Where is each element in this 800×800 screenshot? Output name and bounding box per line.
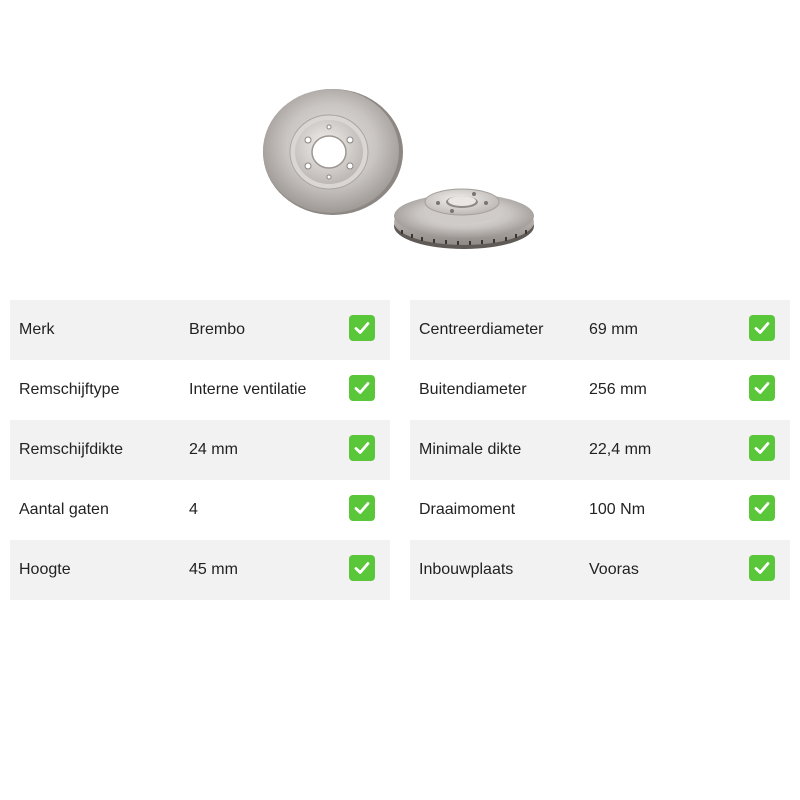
spec-value: 22,4 mm xyxy=(589,441,652,458)
spec-label: Merk xyxy=(19,321,55,338)
spec-row-inbouwplaats xyxy=(410,540,790,600)
spec-label: Hoogte xyxy=(19,561,71,578)
brake-disc-front-view xyxy=(263,89,403,215)
spec-row-aantal-gaten xyxy=(10,480,390,540)
spec-label: Inbouwplaats xyxy=(419,561,514,578)
brake-disc-pair-icon xyxy=(190,80,610,280)
spec-row-hoogte xyxy=(10,540,390,600)
spec-value: 256 mm xyxy=(589,381,647,398)
check-mark-icon xyxy=(349,495,375,521)
spec-label: Centreerdiameter xyxy=(419,321,544,338)
brake-disc-side-view xyxy=(394,189,534,249)
spec-label: Aantal gaten xyxy=(19,501,109,518)
spec-row-centreerdiameter xyxy=(410,300,790,360)
spec-value: 4 xyxy=(189,501,198,518)
spec-table-left xyxy=(10,300,390,600)
spec-row-draaimoment xyxy=(410,480,790,540)
spec-table-right xyxy=(410,300,790,600)
spec-value: 24 mm xyxy=(189,441,238,458)
product-image xyxy=(190,80,610,280)
check-mark-icon xyxy=(749,435,775,461)
check-mark-icon xyxy=(749,495,775,521)
check-mark-icon xyxy=(349,375,375,401)
spec-label: Minimale dikte xyxy=(419,441,522,458)
spec-value: 69 mm xyxy=(589,321,638,338)
spec-value: 45 mm xyxy=(189,561,238,578)
check-mark-icon xyxy=(349,435,375,461)
check-mark-icon xyxy=(349,315,375,341)
check-mark-icon xyxy=(749,375,775,401)
spec-label: Draaimoment xyxy=(419,501,516,518)
spec-value: Vooras xyxy=(589,561,639,578)
spec-label: Remschijftype xyxy=(19,381,120,398)
spec-value: 100 Nm xyxy=(589,501,646,518)
spec-row-buitendiameter xyxy=(410,360,790,420)
check-mark-icon xyxy=(349,555,375,581)
spec-row-remschijfdikte xyxy=(10,420,390,480)
spec-label: Buitendiameter xyxy=(419,381,527,398)
check-mark-icon xyxy=(749,315,775,341)
spec-row-merk xyxy=(10,300,390,360)
spec-label: Remschijfdikte xyxy=(19,441,124,458)
check-mark-icon xyxy=(749,555,775,581)
spec-value: Brembo xyxy=(189,321,246,338)
spec-row-minimale-dikte xyxy=(410,420,790,480)
spec-row-remschijftype xyxy=(10,360,390,420)
spec-value: Interne ventilatie xyxy=(189,381,307,398)
